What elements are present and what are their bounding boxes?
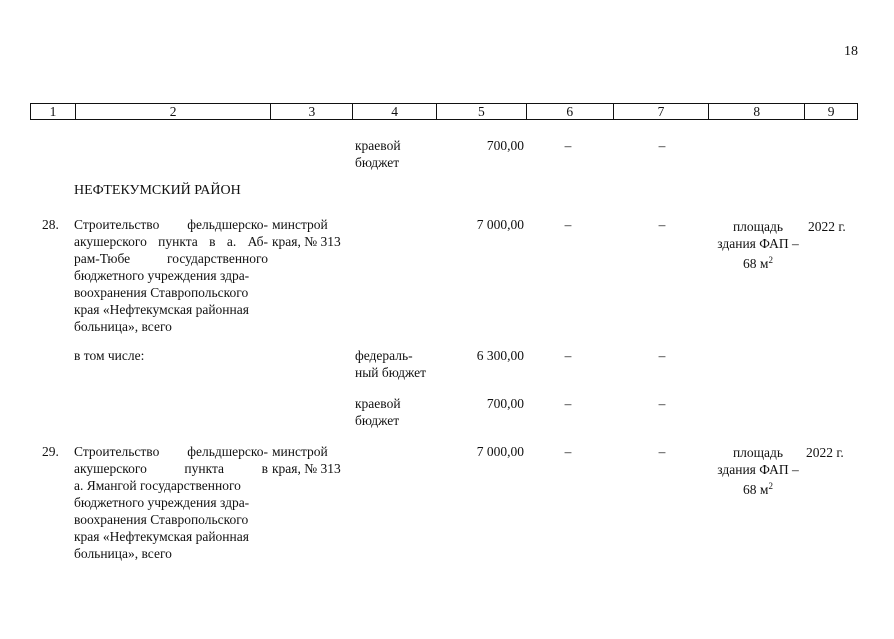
expected-result: площадь здания ФАП – 68 $м^2$ xyxy=(717,219,799,271)
amount-cell: 7 000,00 xyxy=(476,217,524,232)
col6-dash: – xyxy=(564,138,572,153)
completion-year: 2022 г. xyxy=(806,445,844,460)
item-number: 28. xyxy=(42,217,59,232)
column-header-9: 9 xyxy=(827,104,835,119)
responsible-ministry: минстрой края, № 313 xyxy=(272,217,341,249)
col7-dash: – xyxy=(658,396,666,411)
col6-dash: – xyxy=(564,217,572,232)
column-header-3: 3 xyxy=(271,104,353,119)
funding-source: краевой бюджет xyxy=(355,396,401,428)
funding-source: краевой бюджет xyxy=(355,138,401,170)
column-header-6: 6 xyxy=(527,104,614,119)
amount-cell: 700,00 xyxy=(486,138,524,153)
expected-result: площадь здания ФАП – 68 $м^2$ xyxy=(717,445,799,497)
district-heading: НЕФТЕКУМСКИЙ РАЙОН xyxy=(74,183,241,198)
column-header-4: 4 xyxy=(353,104,437,119)
column-header-1: 1 xyxy=(31,104,76,119)
col6-dash: – xyxy=(564,444,572,459)
funding-source: федераль- ный бюджет xyxy=(355,348,427,380)
page-number: 18 xyxy=(844,44,858,59)
col7-dash: – xyxy=(658,444,666,459)
completion-year: 2022 г. xyxy=(808,219,846,234)
item-description: Строительство фельдшерско- акушерского пункта в а. Аб- рам-Тюбе государственного бюджетного учреждения здра- воохранения Ставропольского края «Нефтекумская районная больница», всего xyxy=(74,217,268,334)
column-header-8: 8 xyxy=(709,104,805,119)
col7-dash: – xyxy=(658,217,666,232)
col6-dash: – xyxy=(564,348,572,363)
amount-cell: 6 300,00 xyxy=(476,348,524,363)
col7-dash: – xyxy=(658,138,666,153)
column-header-row xyxy=(30,103,858,120)
col6-dash: – xyxy=(564,396,572,411)
responsible-ministry: минстрой края, № 313 xyxy=(272,444,341,476)
including-label: в том числе: xyxy=(74,348,145,363)
column-header-2: 2 xyxy=(76,104,272,119)
col7-dash: – xyxy=(658,348,666,363)
column-header-5: 5 xyxy=(437,104,527,119)
item-description: Строительство фельдшерско- акушерского пункта в а. Ямангой государственного бюджетного учреждения здра- воохранения Ставропольского края «Нефтекумская районная больница», всего xyxy=(74,444,268,561)
item-number: 29. xyxy=(42,444,59,459)
column-header-7: 7 xyxy=(614,104,710,119)
amount-cell: 700,00 xyxy=(486,396,524,411)
amount-cell: 7 000,00 xyxy=(476,444,524,459)
